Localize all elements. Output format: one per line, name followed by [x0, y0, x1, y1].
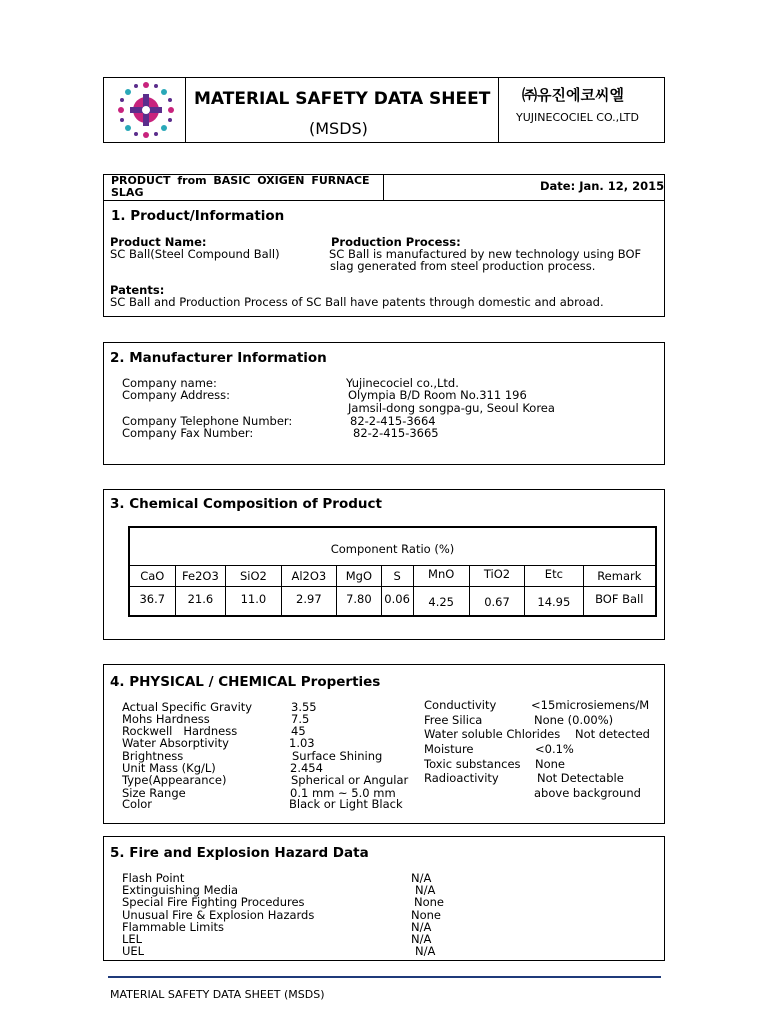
section1-title: 1. Product/Information — [111, 208, 285, 224]
property-label: Moisture — [424, 742, 474, 756]
footer-text: MATERIAL SAFETY DATA SHEET (MSDS) — [110, 988, 325, 1001]
column-header: Al2O3 — [281, 565, 337, 586]
company-address-value: Olympia B/D Room No.311 196 — [348, 388, 527, 402]
hazard-value: N/A — [411, 932, 432, 946]
hazard-label: Flash Point — [122, 871, 185, 885]
production-process-line1: SC Ball is manufactured by new technology using BOF — [329, 247, 642, 261]
company-address-label: Company Address: — [122, 388, 231, 402]
company-address-value-line2: Jamsil-dong songpa-gu, Seoul Korea — [348, 401, 555, 415]
composition-value: 2.97 — [281, 586, 337, 616]
composition-value: 14.95 — [525, 586, 583, 616]
composition-value: 0.67 — [469, 586, 524, 616]
property-value: 0.1 mm ~ 5.0 mm — [290, 786, 396, 800]
property-value: Spherical or Angular — [291, 773, 409, 787]
hazard-value: N/A — [415, 944, 436, 958]
hazard-label: Unusual Fire & Explosion Hazards — [122, 908, 315, 922]
footer-rule — [108, 976, 661, 978]
section5-title: 5. Fire and Explosion Hazard Data — [110, 845, 369, 861]
product-bar-divider — [383, 174, 384, 201]
production-process-label: Production Process: — [331, 235, 461, 249]
company-fax-label: Company Fax Number: — [122, 426, 254, 440]
composition-value: 4.25 — [413, 586, 469, 616]
property-value: 45 — [291, 724, 306, 738]
product-bar-bottom-rule — [103, 200, 665, 201]
property-label: Radioactivity — [424, 771, 499, 785]
column-header: Remark — [583, 565, 656, 586]
property-value: 7.5 — [291, 712, 310, 726]
property-value: 1.03 — [289, 736, 315, 750]
product-bar-product-line2: SLAG — [111, 186, 144, 199]
property-value: None (0.00%) — [534, 713, 614, 727]
composition-value: BOF Ball — [583, 586, 656, 616]
hazard-value: N/A — [415, 883, 436, 897]
hazard-label: UEL — [122, 944, 145, 958]
column-header: MnO — [413, 565, 469, 586]
composition-value: 21.6 — [175, 586, 226, 616]
patents-value: SC Ball and Production Process of SC Ball have patents through domestic and abroad. — [110, 295, 604, 309]
company-name-english: YUJINECOCIEL CO.,LTD — [516, 111, 639, 124]
property-value: 3.55 — [291, 700, 317, 714]
property-label: Conductivity — [424, 698, 497, 712]
hazard-value: None — [411, 908, 442, 922]
company-name-korean: ㈜유진에코씨엘 — [522, 86, 624, 104]
composition-value: 0.06 — [381, 586, 413, 616]
company-fax-value: 82-2-415-3665 — [353, 426, 439, 440]
company-telephone-value: 82-2-415-3664 — [350, 414, 436, 428]
property-value: Surface Shining — [292, 749, 383, 763]
column-header: MgO — [337, 565, 382, 586]
composition-value: 7.80 — [337, 586, 382, 616]
production-process-line2: slag generated from steel production process. — [330, 259, 596, 273]
document-subtitle: (MSDS) — [309, 119, 368, 138]
property-label: Unit Mass (Kg/L) — [122, 761, 216, 775]
property-value: None — [535, 757, 566, 771]
composition-value: 36.7 — [129, 586, 175, 616]
property-label: Mohs Hardness — [122, 712, 210, 726]
column-header: Etc — [525, 565, 583, 586]
company-logo — [116, 80, 176, 140]
property-value: Not detected — [575, 727, 650, 741]
column-header: TiO2 — [469, 565, 524, 586]
section3-title: 3. Chemical Composition of Product — [110, 496, 382, 512]
property-label: Water Absorptivity — [122, 736, 229, 750]
property-label: Free Silica — [424, 713, 483, 727]
property-value: above background — [534, 786, 641, 800]
section4-title: 4. PHYSICAL / CHEMICAL Properties — [110, 674, 381, 690]
property-label: Color — [122, 797, 153, 811]
hazard-label: Special Fire Fighting Procedures — [122, 895, 305, 909]
company-name-value: Yujinecociel co.,Ltd. — [346, 376, 459, 390]
property-label: Size Range — [122, 786, 186, 800]
composition-value: 11.0 — [226, 586, 281, 616]
property-value: Black or Light Black — [289, 797, 403, 811]
product-name-value: SC Ball(Steel Compound Ball) — [110, 247, 280, 261]
property-value: <15microsiemens/M — [531, 698, 650, 712]
column-header: S — [381, 565, 413, 586]
hazard-value: N/A — [411, 920, 432, 934]
property-value: <0.1% — [535, 742, 574, 756]
product-bar-product: PRODUCT from BASIC OXIGEN FURNACE — [111, 174, 370, 187]
patents-label: Patents: — [110, 283, 165, 297]
logo-center-dot — [142, 106, 150, 114]
property-value: 2.454 — [290, 761, 323, 775]
column-header: Fe2O3 — [175, 565, 226, 586]
product-name-label: Product Name: — [110, 235, 207, 249]
property-label: Toxic substances — [424, 757, 521, 771]
hazard-label: LEL — [122, 932, 143, 946]
column-header: CaO — [129, 565, 175, 586]
document-title: MATERIAL SAFETY DATA SHEET — [194, 89, 491, 109]
property-label: Water soluble Chlorides — [424, 727, 561, 741]
column-header: SiO2 — [226, 565, 281, 586]
hazard-label: Flammable Limits — [122, 920, 225, 934]
composition-table-header: Component Ratio (%) — [129, 527, 656, 565]
property-label: Rockwell Hardness — [122, 724, 238, 738]
company-telephone-label: Company Telephone Number: — [122, 414, 293, 428]
property-value: Not Detectable — [537, 771, 624, 785]
hazard-value: None — [414, 895, 445, 909]
company-name-label: Company name: — [122, 376, 217, 390]
property-label: Actual Specific Gravity — [122, 700, 253, 714]
hazard-value: N/A — [411, 871, 432, 885]
header-divider-left — [185, 77, 186, 143]
section2-title: 2. Manufacturer Information — [110, 350, 327, 366]
property-label: Type(Appearance) — [122, 773, 227, 787]
composition-table — [128, 526, 657, 617]
property-label: Brightness — [122, 749, 184, 763]
header-divider-right — [498, 77, 499, 143]
product-bar-date: Date: Jan. 12, 2015 — [540, 179, 665, 193]
hazard-label: Extinguishing Media — [122, 883, 239, 897]
